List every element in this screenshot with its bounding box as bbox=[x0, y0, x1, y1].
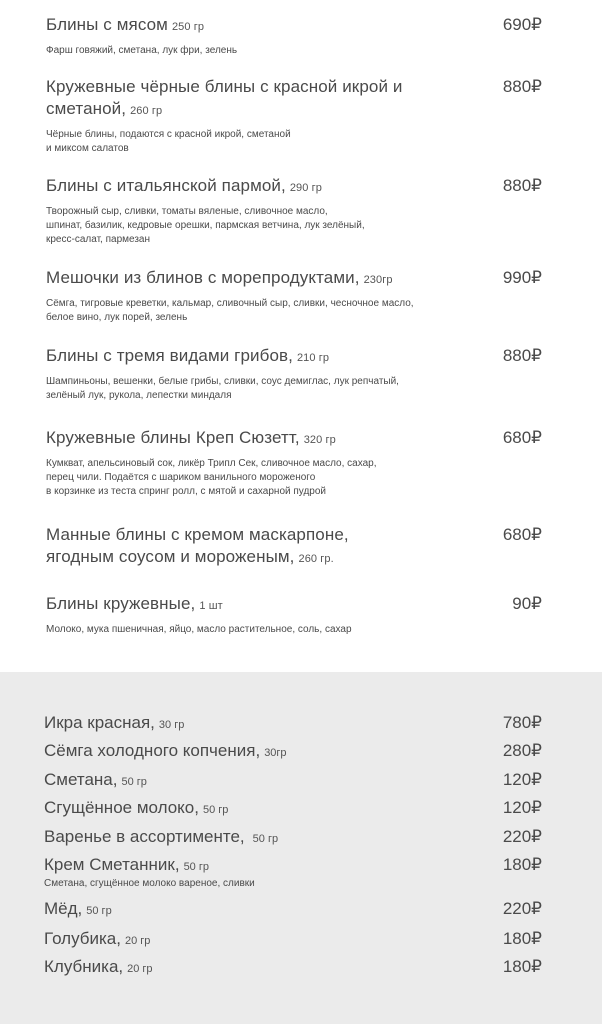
item-name: Блины с мясом bbox=[46, 15, 168, 34]
item-name: Икра красная, bbox=[44, 713, 155, 732]
item-weight: 50 гр bbox=[121, 776, 147, 788]
item-price: 120₽ bbox=[502, 770, 542, 789]
item-name: Мешочки из блинов с морепродуктами, bbox=[46, 268, 360, 287]
item-name-line bbox=[46, 14, 426, 38]
item-description: Чёрные блины, подаются с красной икрой, сметаной и миксом салатов bbox=[46, 129, 291, 154]
extra-item bbox=[44, 797, 544, 821]
item-name: Крем Сметанник, bbox=[44, 855, 180, 874]
item-name: Мёд, bbox=[44, 899, 83, 918]
item-name-line bbox=[44, 769, 544, 793]
item-price: 180₽ bbox=[502, 855, 542, 874]
menu-item bbox=[46, 524, 566, 570]
extra-item bbox=[44, 956, 544, 980]
item-description: Шампиньоны, вешенки, белые грибы, сливки, соус демиглас, лук репчатый, зелёный лук, рукола, лепестки миндаля bbox=[46, 376, 399, 401]
extra-item bbox=[44, 740, 544, 764]
item-price: 220₽ bbox=[502, 827, 542, 846]
item-weight: 50 гр bbox=[183, 861, 209, 873]
item-weight: 50 гр bbox=[202, 804, 229, 816]
item-name: Кружевные блины Креп Сюзетт, bbox=[46, 428, 300, 447]
item-description: Фарш говяжий, сметана, лук фри, зелень bbox=[46, 45, 238, 56]
menu-item bbox=[46, 427, 566, 499]
item-weight: 260 гр. bbox=[298, 553, 334, 565]
item-name: Сметана, bbox=[44, 770, 118, 789]
item-name-line bbox=[46, 175, 426, 199]
item-name-line bbox=[44, 956, 544, 980]
item-price: 990₽ bbox=[502, 268, 542, 287]
item-name-line bbox=[44, 797, 544, 821]
item-price: 680₽ bbox=[502, 428, 542, 447]
item-weight: 50 гр bbox=[86, 905, 112, 917]
item-name-line bbox=[44, 928, 544, 952]
item-weight: 230гр bbox=[363, 274, 393, 286]
item-weight: 30 гр bbox=[158, 719, 185, 731]
item-price: 120₽ bbox=[502, 798, 542, 817]
item-name-line bbox=[46, 524, 366, 570]
item-name: Голубика, bbox=[44, 929, 121, 948]
menu-item bbox=[46, 76, 566, 156]
item-price: 680₽ bbox=[502, 525, 542, 544]
item-name: Кружевные чёрные блины с красной икрой и сметаной, bbox=[46, 77, 403, 118]
menu-item bbox=[46, 267, 566, 325]
item-weight: 210 гр bbox=[296, 352, 330, 364]
item-description: Творожный сыр, сливки, томаты вяленые, сливочное масло, шпинат, базилик, кедровые орешки, пармская ветчина, лук зелёный, кресс-салат, пармезан bbox=[46, 206, 365, 245]
item-name-line bbox=[44, 712, 544, 736]
item-price: 880₽ bbox=[502, 346, 542, 365]
item-name-line bbox=[44, 898, 544, 922]
item-name: Блины с итальянской пармой, bbox=[46, 176, 286, 195]
item-name: Клубника, bbox=[44, 957, 124, 976]
item-weight: 290 гр bbox=[289, 182, 322, 194]
item-name: Манные блины с кремом маскарпоне, ягодным соусом и мороженым, bbox=[46, 525, 349, 566]
item-price: 690₽ bbox=[502, 15, 542, 34]
item-price: 880₽ bbox=[502, 176, 542, 195]
extra-item bbox=[44, 928, 544, 952]
menu-item bbox=[46, 593, 566, 637]
menu-item bbox=[46, 14, 566, 58]
item-weight: 20 гр bbox=[127, 963, 153, 975]
item-price: 180₽ bbox=[502, 957, 542, 976]
item-weight: 250 гр bbox=[171, 21, 205, 33]
item-name-line bbox=[46, 593, 426, 617]
item-weight: 260 гр bbox=[130, 105, 163, 117]
item-price: 280₽ bbox=[502, 741, 542, 760]
item-name: Блины кружевные, bbox=[46, 594, 196, 613]
item-name-line bbox=[46, 267, 466, 291]
extra-item bbox=[44, 898, 544, 922]
item-name-line bbox=[46, 345, 426, 369]
item-name-line bbox=[46, 76, 406, 122]
menu-item bbox=[46, 175, 566, 247]
item-name: Сёмга холодного копчения, bbox=[44, 741, 261, 760]
item-name: Сгущённое молоко, bbox=[44, 798, 199, 817]
item-weight: 50 гр bbox=[252, 833, 279, 845]
menu-item bbox=[46, 345, 566, 403]
item-name: Варенье в ассортименте, bbox=[44, 827, 245, 846]
item-description: Сёмга, тигровые креветки, кальмар, сливочный сыр, сливки, чесночное масло, белое вино, лук порей, зелень bbox=[46, 298, 414, 323]
item-price: 220₽ bbox=[502, 899, 542, 918]
item-name-line bbox=[44, 826, 544, 850]
item-name-line bbox=[46, 427, 426, 451]
item-name-line bbox=[44, 854, 544, 878]
item-price: 880₽ bbox=[502, 77, 542, 96]
item-weight: 320 гр bbox=[303, 434, 336, 446]
item-name: Блины с тремя видами грибов, bbox=[46, 346, 293, 365]
item-weight: 20 гр bbox=[124, 935, 151, 947]
item-name-line bbox=[44, 740, 544, 764]
item-weight: 1 шт bbox=[199, 600, 223, 612]
item-price: 90₽ bbox=[512, 594, 542, 613]
extra-item bbox=[44, 826, 544, 850]
extra-item bbox=[44, 854, 544, 891]
item-price: 180₽ bbox=[502, 929, 542, 948]
extra-item bbox=[44, 712, 544, 736]
item-description: Сметана, сгущённое молоко вареное, сливки bbox=[44, 878, 255, 889]
extra-item bbox=[44, 769, 544, 793]
extras-section bbox=[0, 672, 602, 1024]
item-weight: 30гр bbox=[264, 747, 287, 759]
item-description: Кумкват, апельсиновый сок, ликёр Трипл Сек, сливочное масло, сахар, перец чили. Подаётся с шариком ванильного мороженого в корзинке из теста спринг ролл, с мятой и сахарной пудрой bbox=[46, 458, 377, 497]
item-price: 780₽ bbox=[502, 713, 542, 732]
item-description: Молоко, мука пшеничная, яйцо, масло растительное, соль, сахар bbox=[46, 624, 352, 635]
